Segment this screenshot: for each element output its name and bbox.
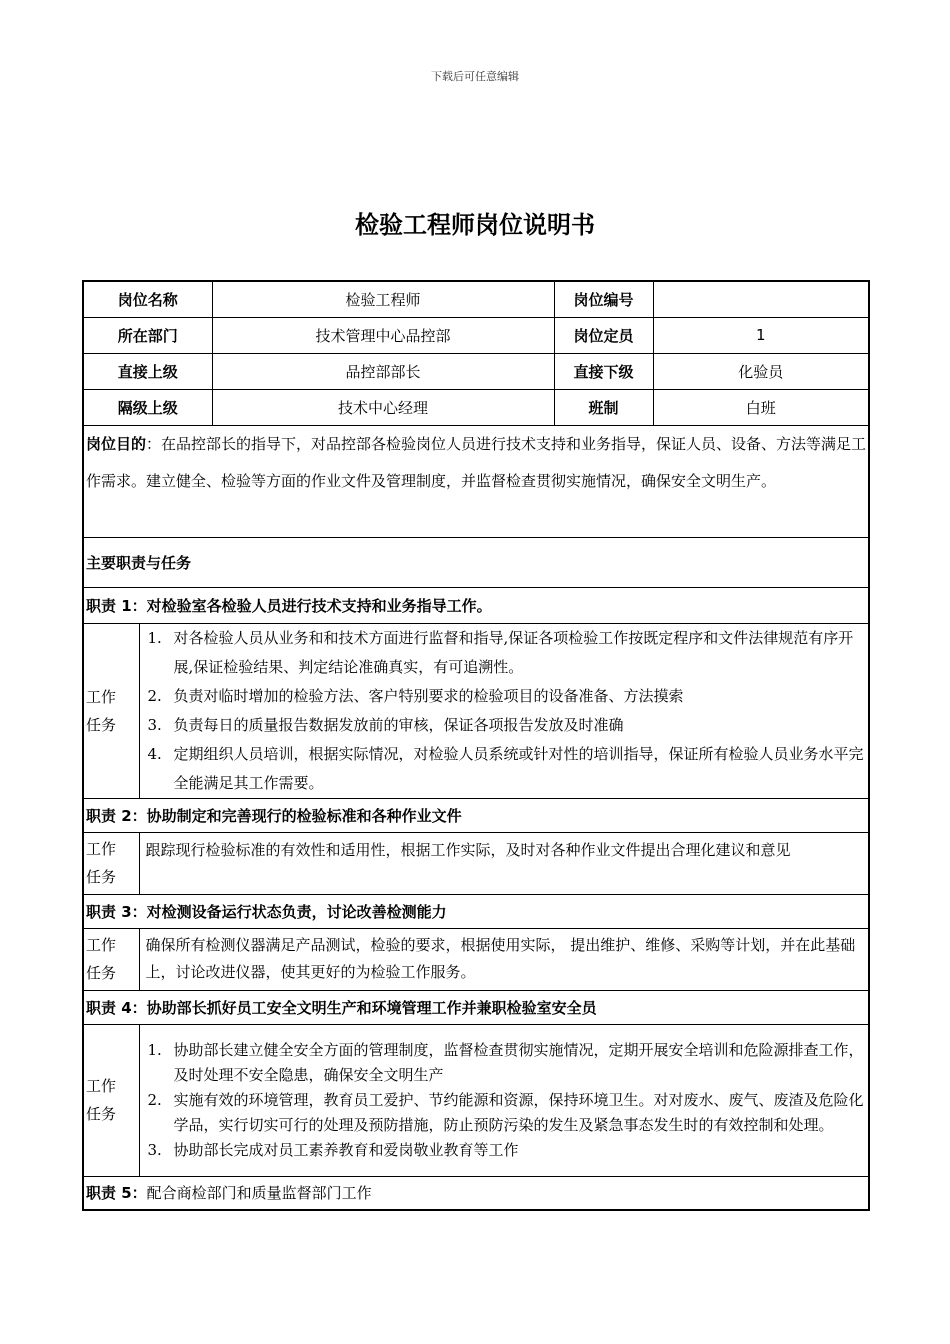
duty-header-row [83,1176,869,1210]
duty-tasks-row [83,1024,869,1176]
info-label: 隔级上级 [83,389,212,425]
task-label [83,832,139,894]
info-value: 技术中心经理 [212,389,554,425]
task-item [146,711,867,740]
task-label [83,928,139,990]
duty-title: 对检验室各检验人员进行技术支持和业务指导工作。 [146,596,492,615]
task-label-line: 任务 [86,715,117,734]
info-value: 白班 [653,389,869,425]
task-number: 1. [147,628,162,647]
task-item [146,1088,867,1138]
duty-header-row [83,894,869,928]
duty-title: 配合商检部门和质量监督部门工作 [146,1184,372,1203]
task-text: 定期组织人员培训，根据实际情况，对检验人员系统或针对性的培训指导，保证所有检验人员业务水平完全能满足其工作需要。 [173,744,864,792]
task-number: 2. [147,1090,162,1109]
duty-4-heading [83,990,869,1024]
duty-title: 协助制定和完善现行的检验标准和各种作业文件 [146,806,462,825]
info-label: 岗位名称 [83,281,212,317]
info-value: 检验工程师 [212,281,554,317]
purpose-text: ：在品控部长的指导下，对品控部各检验岗位人员进行技术支持和业务指导，保证人员、设备、方法等满足工作需求。建立健全、检验等方面的作业文件及管理制度，并监督检查贯彻实施情况，确保安全文明生产。 [86,434,867,490]
duty-2-heading [83,798,869,832]
duty-title: 协助部长抓好员工安全文明生产和环境管理工作并兼职检验室安全员 [146,998,597,1017]
duty-prefix: 职责 2： [86,806,147,825]
info-label: 所在部门 [83,317,212,353]
duty-prefix: 职责 1： [86,596,147,615]
info-value: 技术管理中心品控部 [212,317,554,353]
info-label: 直接下级 [554,353,653,389]
task-number: 1. [147,1040,162,1059]
duty-tasks-row [83,832,869,894]
info-value [653,281,869,317]
task-label-line: 任务 [86,1105,117,1123]
task-number: 3. [147,715,162,734]
info-row [83,317,869,353]
main-heading-row [83,537,869,587]
task-item [146,682,867,711]
document-title: 检验工程师岗位说明书 [355,211,595,239]
duty-prefix: 职责 4： [86,998,147,1017]
info-label: 岗位定员 [554,317,653,353]
task-label-line: 工作 [86,840,117,858]
duty-header-row [83,587,869,623]
duty-3-heading [83,894,869,928]
info-label: 班制 [554,389,653,425]
duty-1-heading [83,587,869,623]
duty-1-tasks [139,623,869,798]
header-note: 下载后可任意编辑 [431,70,519,83]
task-item [146,624,867,682]
task-number: 2. [147,686,162,705]
info-row [83,353,869,389]
duty-header-row [83,990,869,1024]
task-text: 实施有效的环境管理，教育员工爱护、节约能源和资源，保持环境卫生。对对废水、废气、废渣及危险化学品，实行切实可行的处理及预防措施，防止预防污染的发生及紧急事态发生时的有效控制和处理。 [173,1090,864,1134]
duty-3-body: 确保所有检测仪器满足产品测试，检验的要求，根据使用实际， 提出维护、维修、采购等计划，并在此基础上，讨论改进仪器，使其更好的为检验工作服务。 [139,928,869,990]
info-row [83,389,869,425]
task-label [83,1024,139,1176]
duty-header-row [83,798,869,832]
job-description-table [82,280,870,1211]
task-text: 对各检验人员从业务和和技术方面进行监督和指导,保证各项检验工作按既定程序和文件法律规范有序开展,保证检验结果、判定结论准确真实，有可追溯性。 [173,628,854,676]
duty-5-heading [83,1176,869,1210]
info-value: 化验员 [653,353,869,389]
job-purpose [83,425,869,537]
task-text: 协助部长完成对员工素养教育和爱岗敬业教育等工作 [173,1140,519,1159]
task-number: 4. [147,744,162,763]
purpose-row [83,425,869,537]
task-label-line: 任务 [86,868,117,886]
task-text: 协助部长建立健全安全方面的管理制度，监督检查贯彻实施情况，定期开展安全培训和危险源排查工作，及时处理不安全隐患，确保安全文明生产 [173,1040,864,1084]
duty-prefix: 职责 3： [86,902,147,921]
task-text: 负责每日的质量报告数据发放前的审核，保证各项报告发放及时准确 [173,715,624,734]
info-value: 品控部部长 [212,353,554,389]
task-label-line: 工作 [86,687,117,706]
duty-title: 对检测设备运行状态负责，讨论改善检测能力 [146,902,447,921]
duty-prefix: 职责 5： [86,1184,147,1203]
task-label-line: 工作 [86,936,117,954]
task-label-line: 任务 [86,964,117,982]
task-item [146,740,867,798]
info-label: 直接上级 [83,353,212,389]
task-text: 负责对临时增加的检验方法、客户特别要求的检验项目的设备准备、方法摸索 [173,686,684,705]
duty-4-tasks [139,1024,869,1176]
duty-tasks-row [83,928,869,990]
info-row [83,281,869,317]
purpose-label: 岗位目的 [86,434,147,453]
info-label: 岗位编号 [554,281,653,317]
main-duties-heading: 主要职责与任务 [83,537,869,587]
task-item [146,1038,867,1088]
task-number: 3. [147,1140,162,1159]
duty-tasks-row [83,623,869,798]
task-label [83,623,139,798]
task-label-line: 工作 [86,1077,117,1095]
duty-2-body: 跟踪现行检验标准的有效性和适用性，根据工作实际，及时对各种作业文件提出合理化建议和意见 [139,832,869,894]
info-value: 1 [653,317,869,353]
task-item [146,1138,867,1163]
